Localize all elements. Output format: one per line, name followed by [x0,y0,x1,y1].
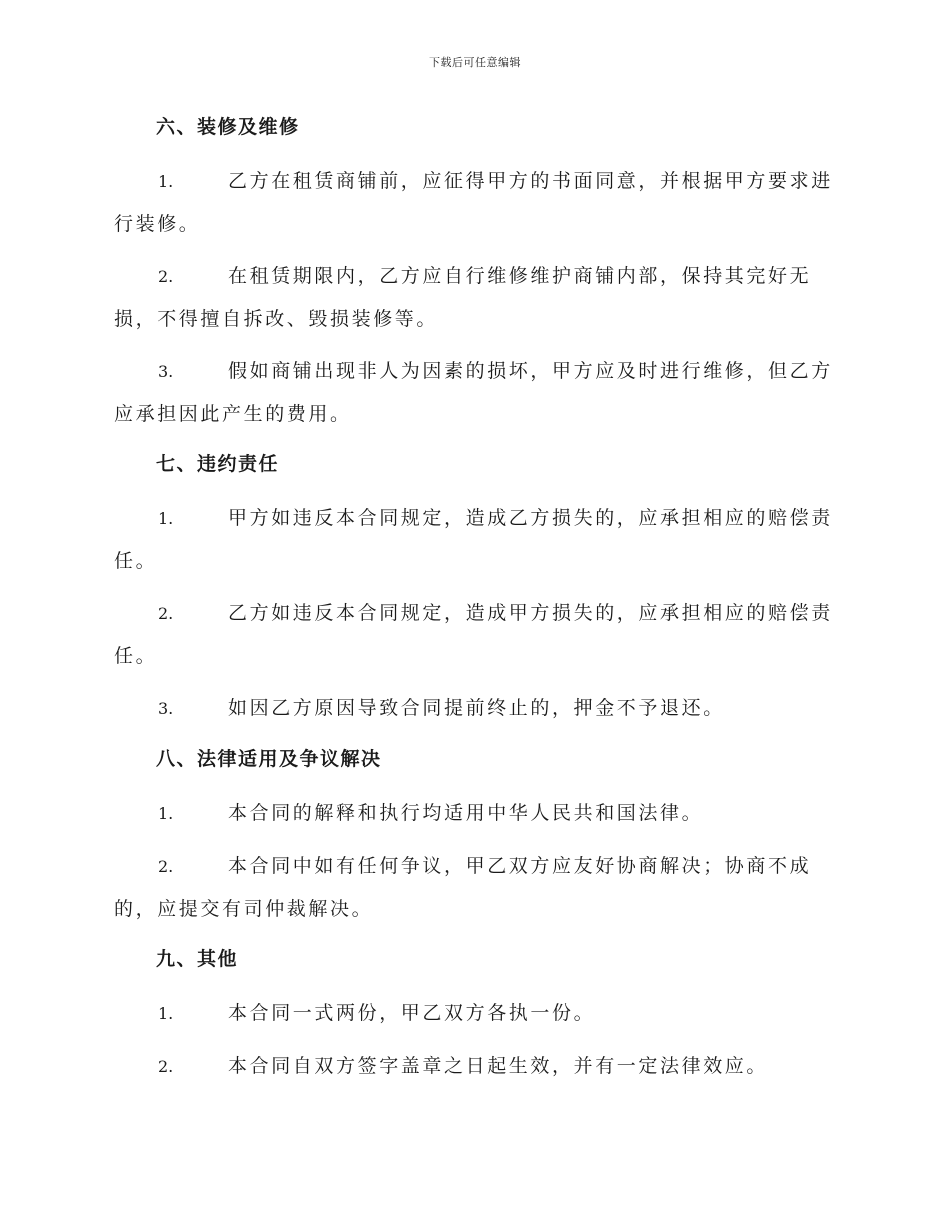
clause-paragraph [114,845,834,930]
clause-text: 本合同的解释和执行均适用中华人民共和国法律。 [228,802,704,824]
clause-text: 如因乙方原因导致合同提前终止的，押金不予退还。 [228,697,725,719]
section-heading: 九、其他 [156,948,239,970]
section-heading: 六、装修及维修 [156,116,300,138]
clause-paragraph [114,255,834,340]
clause-number: 1. [158,172,174,191]
clause-text: 在租赁期限内，乙方应自行维修维护商铺内部，保持其完好无损，不得擅自拆改、毁损装修等。 [114,265,812,330]
clause-number: 1. [158,1004,174,1023]
clause-paragraph [114,1045,834,1088]
clause-paragraph [114,350,834,435]
section-heading: 七、违约责任 [156,453,280,475]
clause-text: 本合同一式两份，甲乙双方各执一份。 [228,1002,596,1024]
section-heading: 八、法律适用及争议解决 [156,748,382,770]
clause-number: 2. [158,604,174,623]
clause-paragraph [114,792,834,835]
clause-number: 1. [158,509,174,528]
clause-text: 假如商铺出现非人为因素的损坏，甲方应及时进行维修，但乙方应承担因此产生的费用。 [114,360,833,425]
clause-text: 乙方如违反本合同规定，造成甲方损失的，应承担相应的赔偿责任。 [114,602,833,667]
clause-number: 2. [158,857,174,876]
clause-text: 本合同中如有任何争议，甲乙双方应友好协商解决；协商不成的，应提交有司仲裁解决。 [114,855,812,920]
clause-number: 3. [158,699,174,718]
clause-paragraph [114,160,834,245]
clause-number: 2. [158,1057,174,1076]
clause-number: 3. [158,362,174,381]
clause-text: 甲方如违反本合同规定，造成乙方损失的，应承担相应的赔偿责任。 [114,507,833,572]
clause-paragraph [114,687,834,730]
header-note: 下载后可任意编辑 [429,56,521,69]
clause-paragraph [114,497,834,582]
clause-text: 乙方在租赁商铺前，应征得甲方的书面同意，并根据甲方要求进行装修。 [114,170,833,235]
clause-text: 本合同自双方签字盖章之日起生效，并有一定法律效应。 [228,1055,769,1077]
clause-number: 2. [158,267,174,286]
clause-number: 1. [158,804,174,823]
document-body [114,108,834,1088]
clause-paragraph [114,992,834,1035]
clause-paragraph [114,592,834,677]
